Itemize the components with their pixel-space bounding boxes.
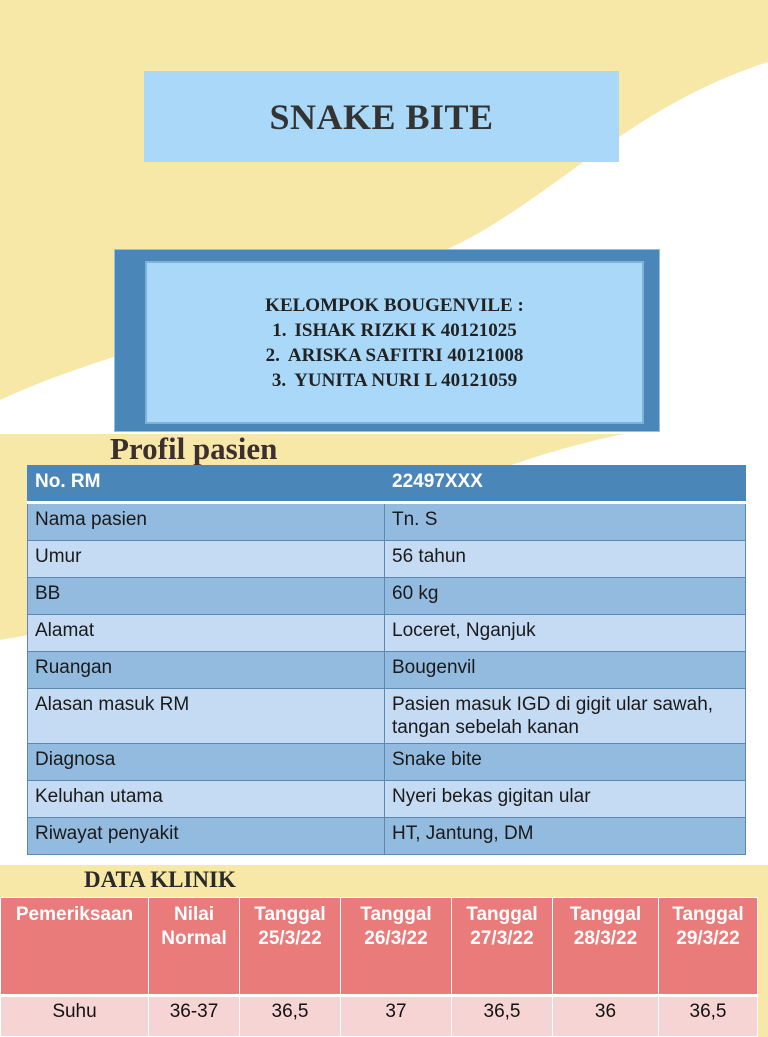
column-header: Tanggal 27/3/22 <box>452 898 553 996</box>
member-item <box>272 318 516 343</box>
table-header-row <box>28 466 746 503</box>
value-cell: Snake bite <box>385 744 746 781</box>
label-cell: Diagnosa <box>28 744 385 781</box>
label-cell: Alasan masuk RM <box>28 689 385 744</box>
table-row <box>28 578 746 615</box>
label-cell: Keluhan utama <box>28 781 385 818</box>
clinical-data-table <box>0 897 758 1037</box>
member-name: ISHAK RIZKI K 40121025 <box>294 319 517 341</box>
value-cell: Bougenvil <box>385 652 746 689</box>
table-cell: Suhu <box>1 996 149 1037</box>
table-cell: 36,5 <box>240 996 341 1037</box>
label-cell: Umur <box>28 541 385 578</box>
column-header: Tanggal 25/3/22 <box>240 898 341 996</box>
column-header: Tanggal 29/3/22 <box>659 898 758 996</box>
value-cell: Nyeri bekas gigitan ular <box>385 781 746 818</box>
value-cell: 56 tahun <box>385 541 746 578</box>
value-cell: Pasien masuk IGD di gigit ular sawah, tangan sebelah kanan <box>385 689 746 744</box>
group-heading: KELOMPOK BOUGENVILE : <box>265 294 524 316</box>
member-name: YUNITA NURI L 40121059 <box>294 369 518 391</box>
value-cell: HT, Jantung, DM <box>385 818 746 855</box>
column-header: Pemeriksaan <box>1 898 149 996</box>
member-item <box>266 343 524 368</box>
profile-heading: Profil pasien <box>110 431 278 466</box>
table-cell: 36,5 <box>659 996 758 1037</box>
table-row <box>28 541 746 578</box>
title-banner <box>144 71 619 162</box>
member-number: 1. <box>272 319 287 341</box>
table-row <box>1 996 758 1037</box>
label-cell: Riwayat penyakit <box>28 818 385 855</box>
table-row <box>28 652 746 689</box>
header-label-cell: No. RM <box>28 466 385 503</box>
table-cell: 36 <box>553 996 659 1037</box>
clinical-data-heading: DATA KLINIK <box>84 867 236 892</box>
page-title: SNAKE BITE <box>269 96 494 137</box>
table-cell: 37 <box>341 996 452 1037</box>
patient-profile-table <box>27 465 746 855</box>
table-row <box>28 689 746 744</box>
table-cell: 36,5 <box>452 996 553 1037</box>
table-cell: 36-37 <box>149 996 240 1037</box>
table-row <box>28 818 746 855</box>
table-row <box>28 615 746 652</box>
value-cell: Loceret, Nganjuk <box>385 615 746 652</box>
label-cell: Alamat <box>28 615 385 652</box>
member-number: 2. <box>265 344 280 366</box>
table-row <box>28 781 746 818</box>
label-cell: Nama pasien <box>28 503 385 541</box>
column-header: Nilai Normal <box>149 898 240 996</box>
table-row <box>28 744 746 781</box>
column-header: Tanggal 26/3/22 <box>341 898 452 996</box>
table-header-row <box>1 898 758 996</box>
label-cell: BB <box>28 578 385 615</box>
group-box <box>145 261 644 424</box>
header-value-cell: 22497XXX <box>385 466 746 503</box>
label-cell: Ruangan <box>28 652 385 689</box>
value-cell: Tn. S <box>385 503 746 541</box>
member-name: ARISKA SAFITRI 40121008 <box>287 344 524 366</box>
column-header: Tanggal 28/3/22 <box>553 898 659 996</box>
member-number: 3. <box>271 369 287 391</box>
table-row <box>28 503 746 541</box>
value-cell: 60 kg <box>385 578 746 615</box>
member-item <box>272 368 517 393</box>
